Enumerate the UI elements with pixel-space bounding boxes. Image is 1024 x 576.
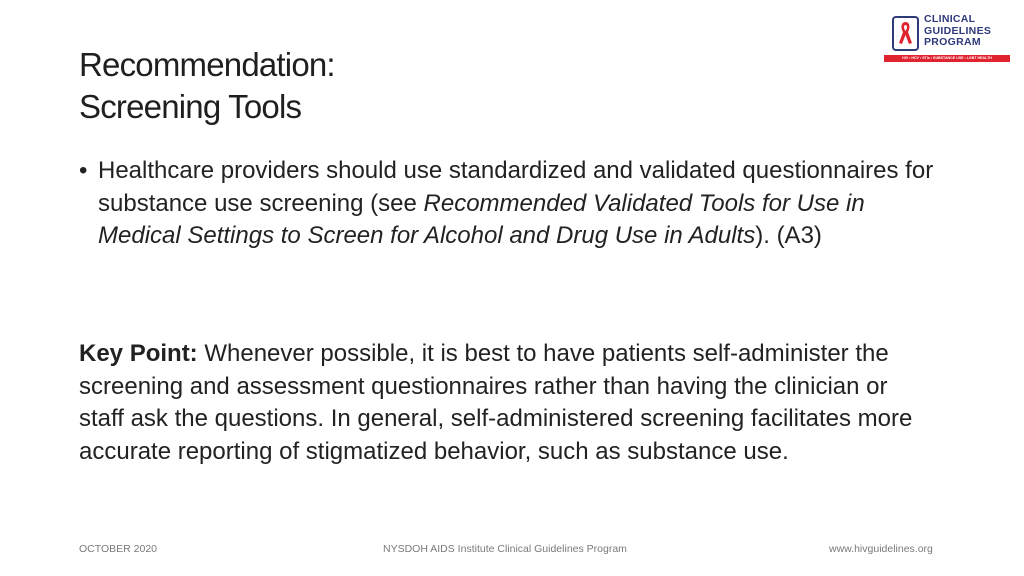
footer-date: OCTOBER 2020 <box>79 543 158 555</box>
recommendation-bullet <box>79 155 939 253</box>
logo-text <box>924 14 991 49</box>
bullet-icon: • <box>79 157 88 184</box>
clinical-guidelines-logo <box>884 12 1010 64</box>
key-point <box>79 338 939 468</box>
page-title <box>79 44 335 128</box>
title-line-1: Recommendation: <box>79 46 335 83</box>
bullet-text <box>98 155 939 253</box>
footer-website: www.hivguidelines.org <box>829 543 933 555</box>
logo-line-2: GUIDELINES <box>924 24 992 37</box>
bullet-reference: Recommended Validated Tools for Use in Medical Settings to Screen for Alcohol and Drug Use in Adults <box>98 189 865 249</box>
logo-tagline: HIV • HCV • STIs • SUBSTANCE USE • LGBT HEALTH <box>884 55 1010 62</box>
bullet-text-end: ). (A3) <box>755 222 822 249</box>
footer-program: NYSDOH AIDS Institute Clinical Guidelines Program <box>383 543 627 555</box>
ribbon-icon <box>892 16 919 51</box>
key-point-label: Key Point: <box>79 340 198 367</box>
key-point-text: Whenever possible, it is best to have patients self-administer the screening and assessment questionnaires rather than having the clinician or staff ask the questions. In general, self-administered screening facilitates more accurate reporting of stigmatized behavior, such as substance use. <box>79 340 913 465</box>
bullet-text-main: Healthcare providers should use standardized and validated questionnaires for substance use screening (see <box>98 157 934 217</box>
logo-line-1: CLINICAL <box>924 13 976 25</box>
title-line-2: Screening Tools <box>79 88 302 125</box>
logo-line-3: PROGRAM <box>924 36 981 48</box>
